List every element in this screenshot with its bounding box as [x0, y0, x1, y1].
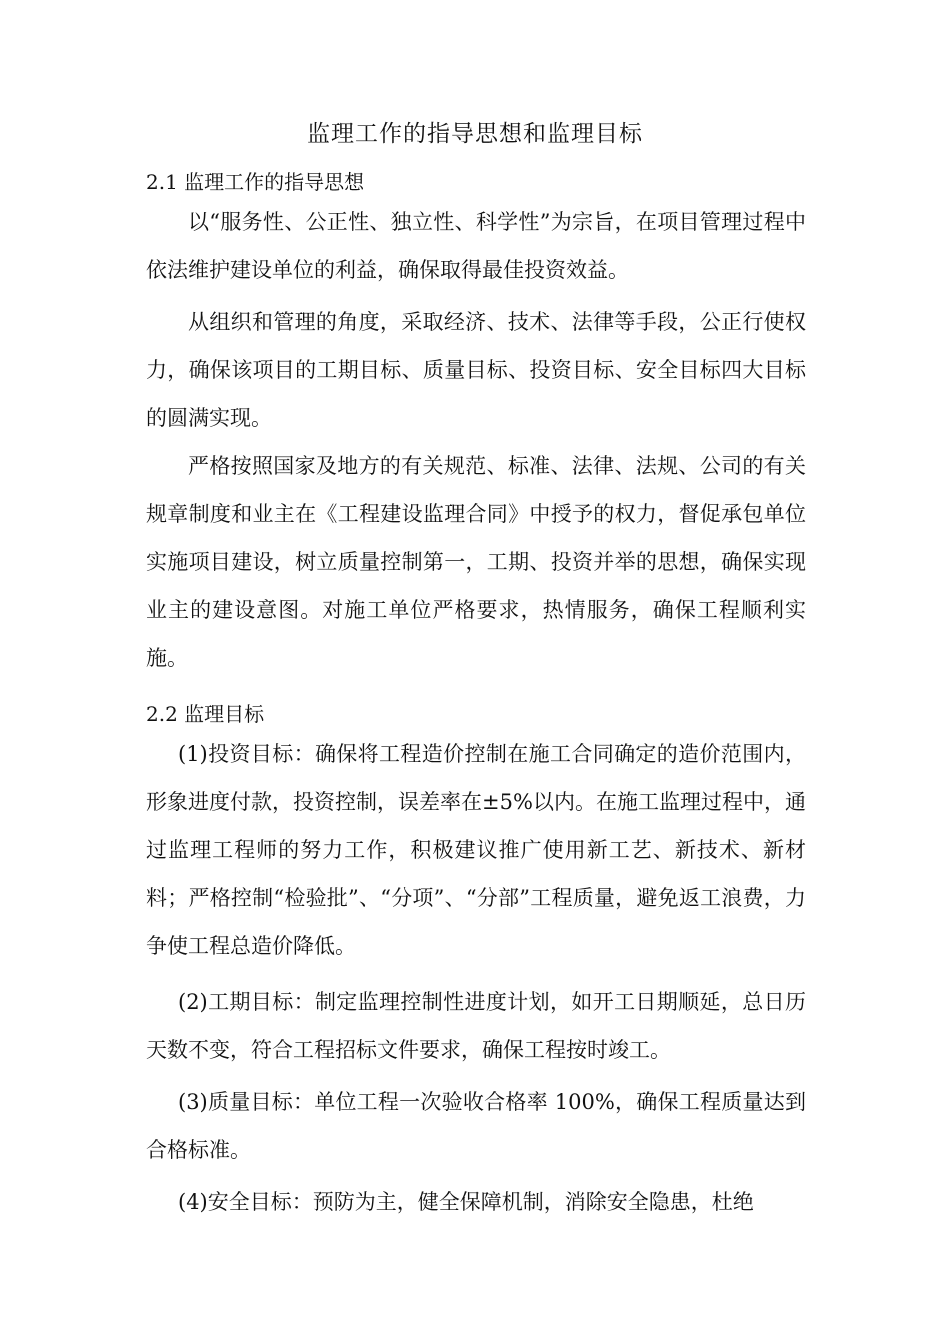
section-heading-guiding-thought: 2.1 监理工作的指导思想 [146, 170, 365, 194]
paragraph-quality-goal: (3)质量目标：单位工程一次验收合格率 100%，确保工程质量达到合格标准。 [146, 1090, 806, 1162]
paragraph-regulations: 严格按照国家及地方的有关规范、标准、法律、法规、公司的有关规章制度和业主在《工程建设监理合同》中授予的权力，督促承包单位实施项目建设，树立质量控制第一，工期、投资并举的思想，确保实现业主的建设意图。对施工单位严格要求，热情服务，确保工程顺利实施。 [146, 454, 806, 670]
paragraph-safety-goal: (4)安全目标：预防为主，健全保障机制，消除安全隐患，杜绝 [178, 1190, 754, 1214]
paragraph-investment-goal: (1)投资目标：确保将工程造价控制在施工合同确定的造价范围内，形象进度付款，投资控制，误差率在±5%以内。在施工监理过程中，通过监理工程师的努力工作，积极建议推广使用新工艺、新技术、新材料；严格控制“检验批”、“分项”、“分部”工程质量，避免返工浪费，力争使工程总造价降低。 [146, 742, 806, 958]
document-title: 监理工作的指导思想和监理目标 [307, 121, 643, 147]
section-heading-supervision-goals: 2.2 监理目标 [146, 702, 265, 726]
paragraph-schedule-goal: (2)工期目标：制定监理控制性进度计划，如开工日期顺延，总日历天数不变，符合工程招标文件要求，确保工程按时竣工。 [146, 990, 806, 1062]
paragraph-purpose: 以“服务性、公正性、独立性、科学性”为宗旨，在项目管理过程中依法维护建设单位的利益，确保取得最佳投资效益。 [146, 210, 806, 282]
paragraph-organization: 从组织和管理的角度，采取经济、技术、法律等手段，公正行使权力，确保该项目的工期目标、质量目标、投资目标、安全目标四大目标的圆满实现。 [146, 310, 806, 430]
